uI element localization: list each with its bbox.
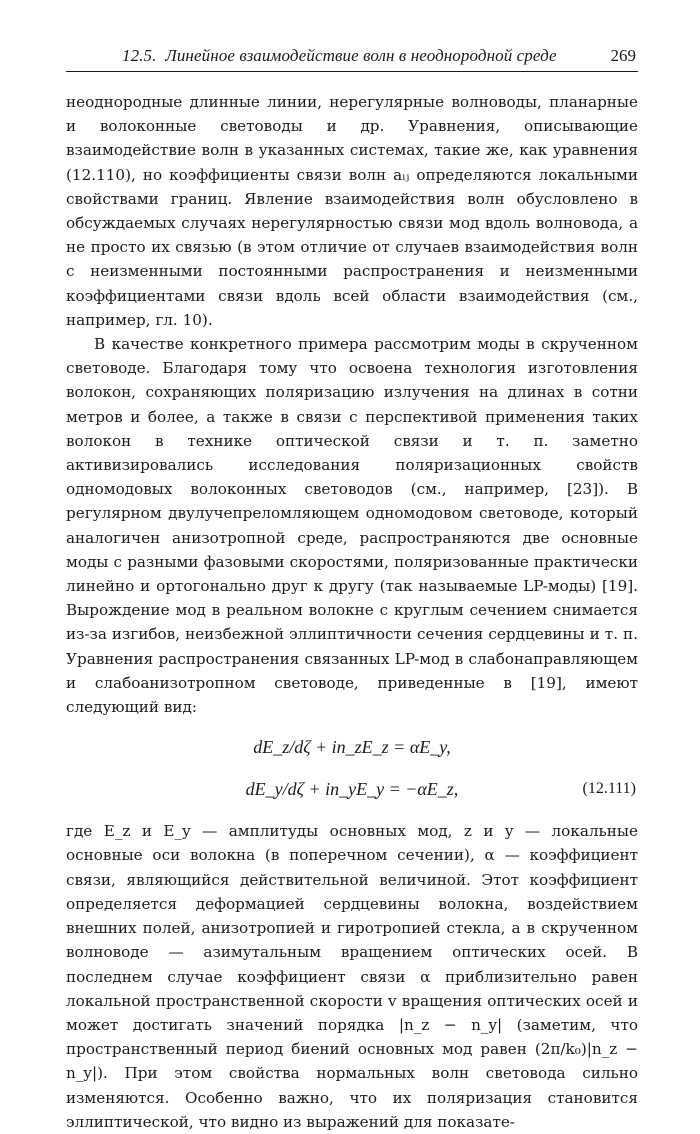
equation-block (66, 725, 638, 815)
header-rule (66, 71, 638, 72)
equation-1: dE_z/dζ + in_zE_z = αE_y, (253, 737, 451, 758)
section-number: 12.5. (122, 46, 157, 65)
body-text (66, 90, 638, 1134)
running-head (122, 46, 557, 66)
paragraph-3: где E_z и E_y — амплитуды основных мод, z и y — локальные основные оси волокна (в поперечном сечении), α — коэффициент связи, являющийся действительной величиной. Этот коэффициент определяется деформацией сердцевины волокна, воздействием внешних полей, анизотропией и гиротропией стекла, а в скрученном волноводе — азимутальным вращением оптических осей. В последнем случае коэффициент связи α приблизительно равен локальной пространственной скорости v вращения оптических осей и может достигать значений порядка |n_z − n_y| (заметим, что пространственный период биений основных мод равен (2π/k₀)|n_z − n_y|). При этом свойства нормальных волн световода сильно изменяются. Особенно важно, что их поляризация становится эллиптической, что видно из выражений для показате- (66, 822, 638, 1131)
paragraph-2: В качестве конкретного примера рассмотрим моды в скрученном световоде. Благодаря тому что освоена технология изготовления волокон, сохраняющих поляризацию излучения на длинах в сотни метров и более, а также в связи с перспективой применения таких волокон в технике оптической связи и т. п. заметно активизировались исследования поляризационных свойств одномодовых волоконных световодов (см., например, [23]). В регулярном двулучепреломляющем одномодовом световоде, который аналогичен анизотропной среде, распространяются две основные моды с разными фазовыми скоростями, поляризованные практически линейно и ортогонально друг к другу (так называемые LP-моды) [19]. Вырождение мод в реальном волокне с круглым сечением снимается из-за изгибов, неизбежной эллиптичности сечения сердцевины и т. п. Уравнения распространения связанных LP-мод в слабонаправляющем и слабоанизотропном световоде, приведенные в [19], имеют следующий вид: (66, 335, 638, 717)
page-header (66, 44, 638, 70)
equation-number: (12.111) (582, 780, 636, 798)
page-number: 269 (610, 46, 636, 65)
paragraph-1: неоднородные длинные линии, нерегулярные волноводы, планарные и волоконные световоды и др. Уравнения, описывающие взаимодействие волн в указанных системах, такие же, как уравнения (12.110), но коэффициенты связи волн aᵢⱼ определяются локальными свойствами границ. Явление взаимодействия волн обусловлено в обсуждаемых случаях нерегулярностью связи мод вдоль волновода, а не просто их связью (в этом отличие от случаев взаимодействия волн с неизменными постоянными распространения и неизменными коэффициентами связи вдоль всей области взаимодействия (см., например, гл. 10). (66, 93, 638, 329)
section-title: Линейное взаимодействие волн в неоднородной среде (165, 46, 557, 65)
equation-2: dE_y/dζ + in_yE_y = −αE_z, (245, 779, 459, 800)
